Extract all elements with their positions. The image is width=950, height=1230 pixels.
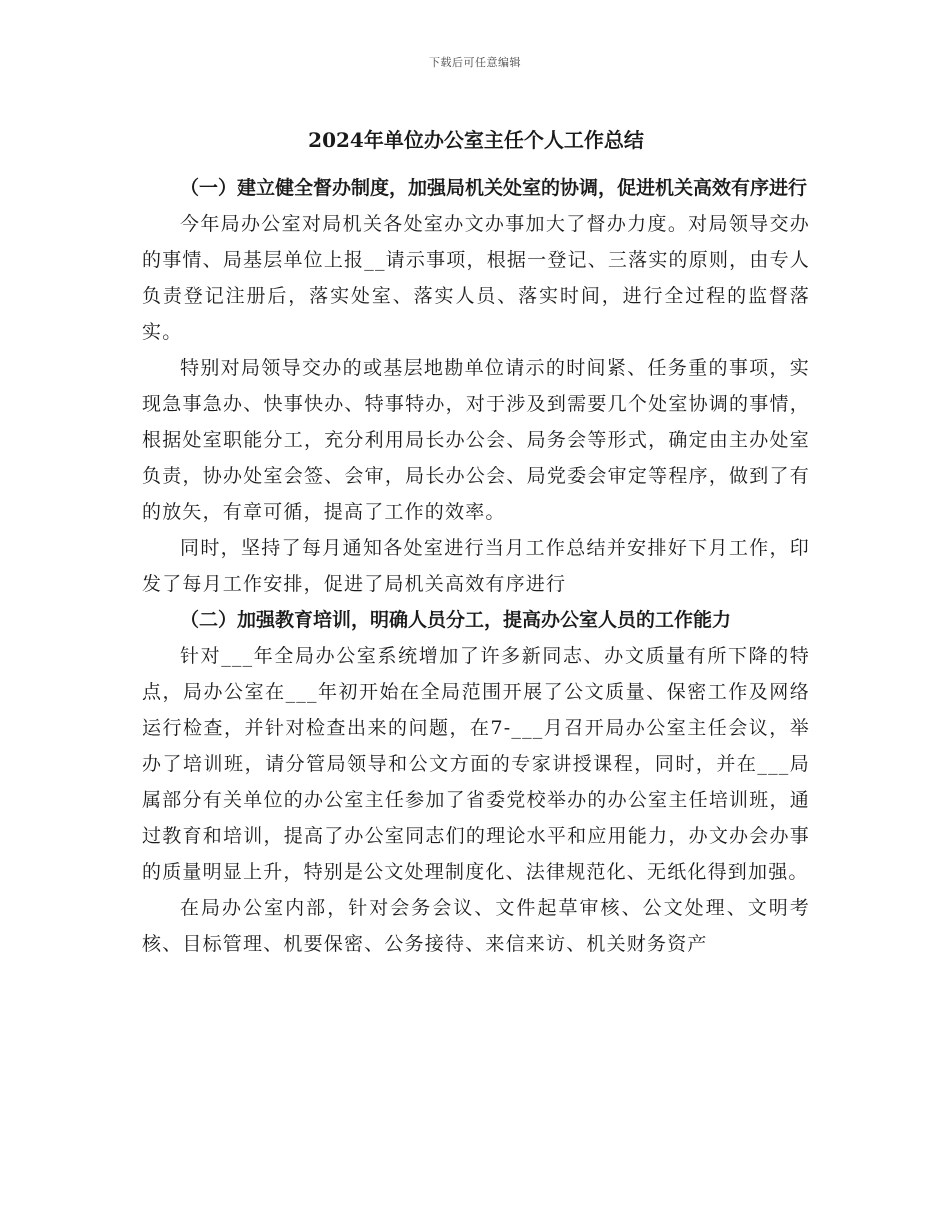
- section-1: [142, 170, 810, 602]
- section-heading: （二）加强教育培训，明确人员分工，提高办公室人员的工作能力: [180, 609, 732, 631]
- document-body: [142, 124, 810, 962]
- section-2: [142, 602, 810, 962]
- paragraph: 在局办公室内部，针对会务会议、文件起草审核、公文处理、文明考核、目标管理、机要保密、公务接待、来信来访、机关财务资产: [142, 897, 810, 955]
- paragraph: 同时，坚持了每月通知各处室进行当月工作总结并安排好下月工作，印发了每月工作安排，促进了局机关高效有序进行: [142, 537, 810, 595]
- paragraph: 今年局办公室对局机关各处室办文办事加大了督办力度。对局领导交办的事情、局基层单位上报__请示事项，根据一登记、三落实的原则，由专人负责登记注册后，落实处室、落实人员、落实时间，进行全过程的监督落实。: [142, 213, 810, 343]
- header-note: 下载后可任意编辑: [429, 56, 521, 69]
- paragraph: 特别对局领导交办的或基层地勘单位请示的时间紧、任务重的事项，实现急事急办、快事快办、特事特办，对于涉及到需要几个处室协调的事情，根据处室职能分工，充分利用局长办公会、局务会等形式，确定由主办处室负责，协办处室会签、会审，局长办公会、局党委会审定等程序，做到了有的放矢，有章可循，提高了工作的效率。: [142, 357, 810, 523]
- paragraph: 针对___年全局办公室系统增加了许多新同志、办文质量有所下降的特点，局办公室在___年初开始在全局范围开展了公文质量、保密工作及网络运行检查，并针对检查出来的问题，在7-___月召开局办公室主任会议，举办了培训班，请分管局领导和公文方面的专家讲授课程，同时，并在___局属部分有关单位的办公室主任参加了省委党校举办的办公室主任培训班，通过教育和培训，提高了办公室同志们的理论水平和应用能力，办文办会办事的质量明显上升，特别是公文处理制度化、法律规范化、无纸化得到加强。: [142, 645, 810, 883]
- document-title: 2024年单位办公室主任个人工作总结: [308, 128, 644, 152]
- section-heading: （一）建立健全督办制度，加强局机关处室的协调，促进机关高效有序进行: [180, 177, 808, 199]
